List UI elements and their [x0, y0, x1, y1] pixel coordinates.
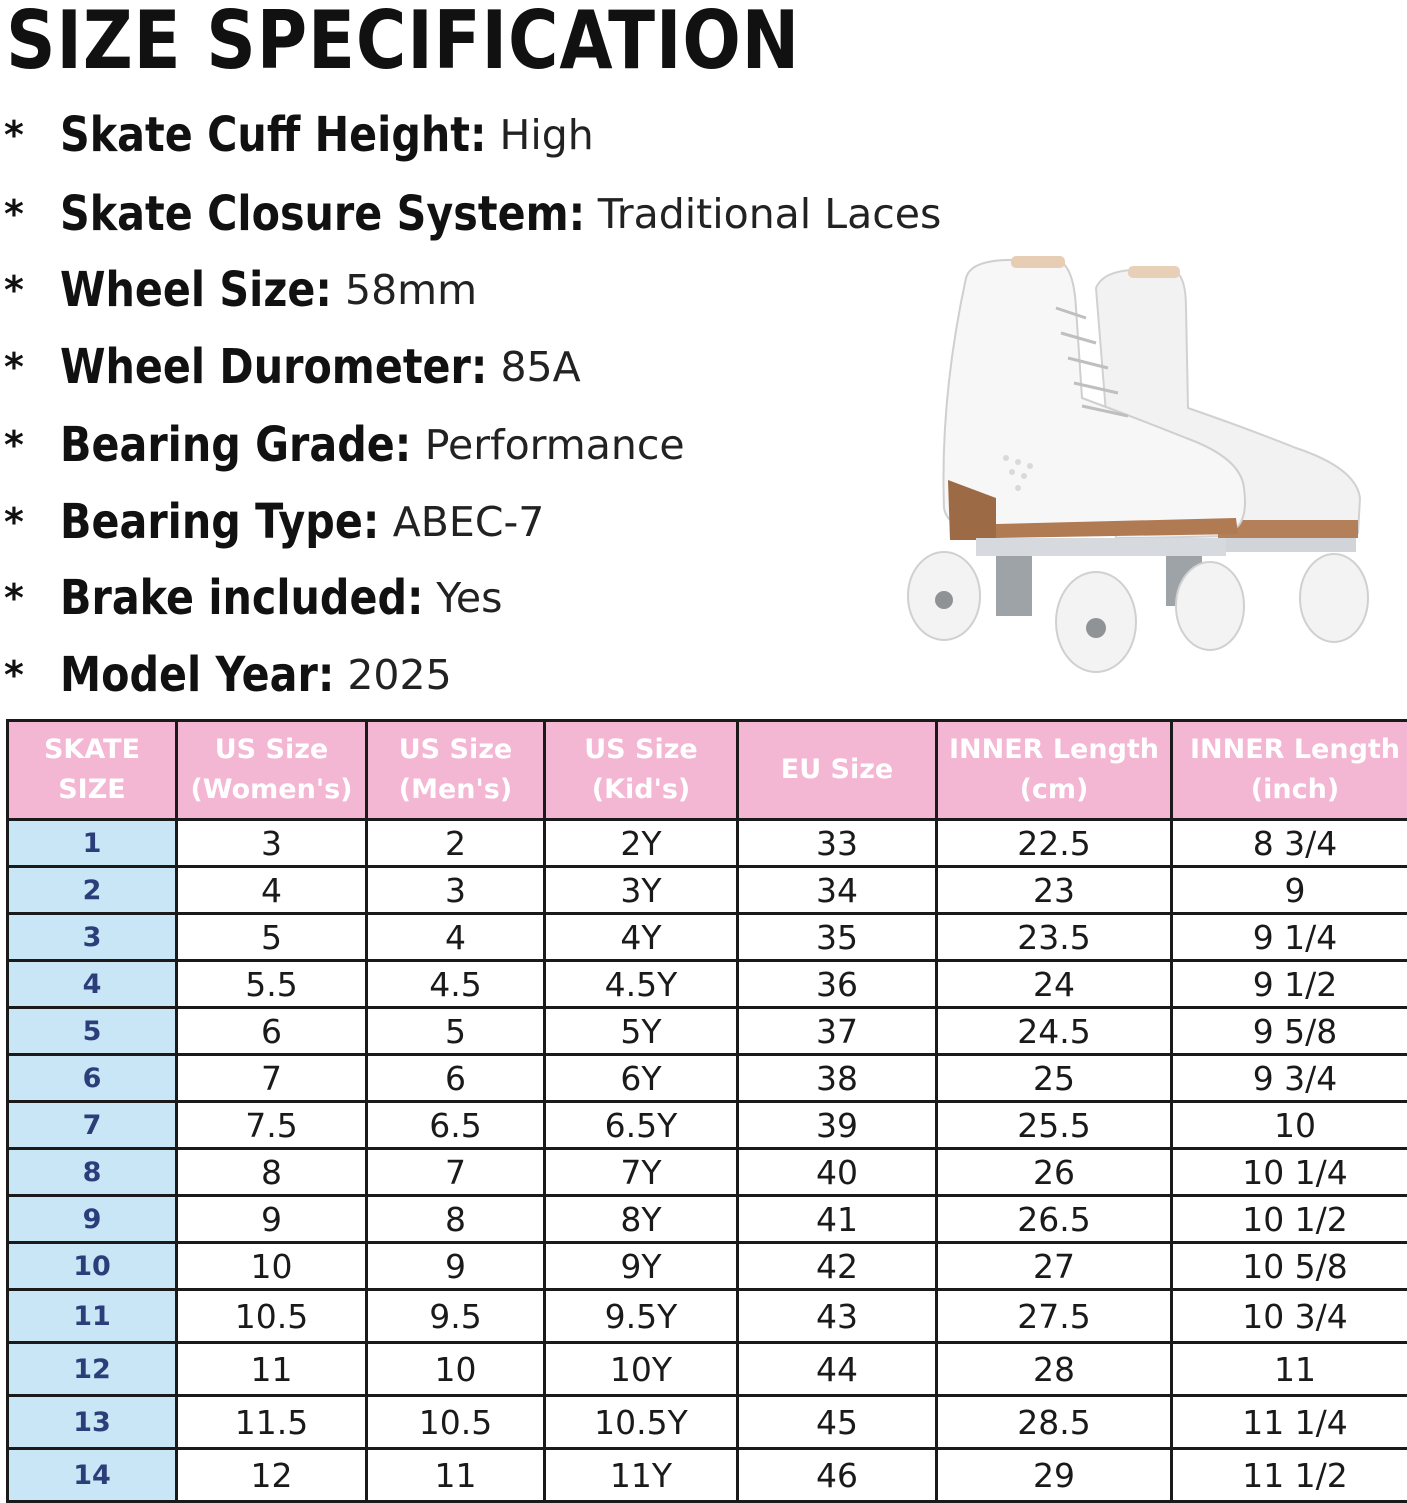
skate-size-cell: 13	[8, 1396, 177, 1449]
spec-key: Brake included:	[60, 570, 424, 626]
spec-item	[0, 332, 581, 402]
table-cell: 38	[738, 1055, 937, 1102]
table-cell: 10.5Y	[545, 1396, 738, 1449]
table-row	[8, 1243, 1407, 1290]
skate-size-cell: 9	[8, 1196, 177, 1243]
spec-item	[0, 179, 941, 249]
table-cell: 24	[937, 961, 1172, 1008]
table-cell: 10.5	[367, 1396, 545, 1449]
table-cell: 11 1/4	[1172, 1396, 1407, 1449]
table-cell: 27.5	[937, 1290, 1172, 1343]
table-cell: 26.5	[937, 1196, 1172, 1243]
table-cell: 7	[367, 1149, 545, 1196]
table-cell: 9	[177, 1196, 367, 1243]
table-cell: 4	[367, 914, 545, 961]
table-cell: 10 1/2	[1172, 1196, 1407, 1243]
table-cell: 11Y	[545, 1449, 738, 1502]
column-header: INNER Length (inch)	[1172, 721, 1407, 820]
table-cell: 9 1/2	[1172, 961, 1407, 1008]
table-cell: 6	[367, 1055, 545, 1102]
table-cell: 34	[738, 867, 937, 914]
spec-key: Skate Cuff Height:	[60, 107, 487, 163]
skate-size-cell: 1	[8, 820, 177, 867]
spec-key: Wheel Durometer:	[60, 339, 487, 395]
table-cell: 39	[738, 1102, 937, 1149]
table-cell: 29	[937, 1449, 1172, 1502]
table-body	[8, 820, 1407, 1502]
spec-item	[0, 640, 452, 710]
table-row	[8, 1196, 1407, 1243]
table-cell: 43	[738, 1290, 937, 1343]
table-header-row	[8, 721, 1407, 820]
skate-size-cell: 5	[8, 1008, 177, 1055]
table-cell: 3	[367, 867, 545, 914]
column-header: US Size (Women's)	[177, 721, 367, 820]
bullet-star-icon: *	[0, 345, 60, 389]
skate-size-cell: 14	[8, 1449, 177, 1502]
spec-key: Wheel Size:	[60, 262, 332, 318]
table-cell: 42	[738, 1243, 937, 1290]
table-cell: 37	[738, 1008, 937, 1055]
table-cell: 23.5	[937, 914, 1172, 961]
spec-value: ABEC-7	[380, 498, 545, 546]
table-cell: 10 5/8	[1172, 1243, 1407, 1290]
spec-value: 58mm	[332, 266, 477, 314]
table-cell: 9.5	[367, 1290, 545, 1343]
table-row	[8, 1008, 1407, 1055]
spec-value: 2025	[334, 651, 451, 699]
skate-size-cell: 6	[8, 1055, 177, 1102]
bullet-star-icon: *	[0, 576, 60, 620]
table-cell: 24.5	[937, 1008, 1172, 1055]
table-cell: 10	[1172, 1102, 1407, 1149]
table-cell: 11 1/2	[1172, 1449, 1407, 1502]
table-cell: 25	[937, 1055, 1172, 1102]
skate-size-cell: 11	[8, 1290, 177, 1343]
table-cell: 4Y	[545, 914, 738, 961]
bullet-star-icon: *	[0, 192, 60, 236]
spec-item	[0, 487, 544, 557]
skate-size-cell: 3	[8, 914, 177, 961]
skate-size-cell: 10	[8, 1243, 177, 1290]
spec-key: Bearing Grade:	[60, 417, 411, 473]
column-header: US Size (Kid's)	[545, 721, 738, 820]
table-cell: 8	[177, 1149, 367, 1196]
table-cell: 5.5	[177, 961, 367, 1008]
table-cell: 25.5	[937, 1102, 1172, 1149]
table-cell: 4	[177, 867, 367, 914]
spec-item	[0, 255, 477, 325]
table-row	[8, 1055, 1407, 1102]
table-cell: 11	[367, 1449, 545, 1502]
table-cell: 5	[367, 1008, 545, 1055]
table-cell: 10Y	[545, 1343, 738, 1396]
page-title: SIZE SPECIFICATION	[6, 0, 800, 87]
table-cell: 9 3/4	[1172, 1055, 1407, 1102]
table-cell: 10 3/4	[1172, 1290, 1407, 1343]
spec-key: Bearing Type:	[60, 494, 379, 550]
wheels	[908, 552, 1368, 672]
table-cell: 45	[738, 1396, 937, 1449]
table-cell: 12	[177, 1449, 367, 1502]
table-row	[8, 1290, 1407, 1343]
bullet-star-icon: *	[0, 500, 60, 544]
table-cell: 40	[738, 1149, 937, 1196]
table-cell: 8Y	[545, 1196, 738, 1243]
table-cell: 8	[367, 1196, 545, 1243]
table-cell: 11	[1172, 1343, 1407, 1396]
table-cell: 9Y	[545, 1243, 738, 1290]
spec-key: Skate Closure System:	[60, 186, 585, 242]
table-cell: 41	[738, 1196, 937, 1243]
spec-item	[0, 410, 685, 480]
spec-key: Model Year:	[60, 647, 334, 703]
table-cell: 2	[367, 820, 545, 867]
table-cell: 3	[177, 820, 367, 867]
table-row	[8, 1343, 1407, 1396]
table-row	[8, 914, 1407, 961]
table-cell: 7.5	[177, 1102, 367, 1149]
size-chart-table	[6, 719, 1407, 1503]
column-header: SKATE SIZE	[8, 721, 177, 820]
spec-value: Yes	[423, 574, 502, 622]
table-cell: 4.5Y	[545, 961, 738, 1008]
table-cell: 9.5Y	[545, 1290, 738, 1343]
table-cell: 10 1/4	[1172, 1149, 1407, 1196]
table-cell: 23	[937, 867, 1172, 914]
table-cell: 9 1/4	[1172, 914, 1407, 961]
table-row	[8, 961, 1407, 1008]
table-cell: 28.5	[937, 1396, 1172, 1449]
spec-value: Traditional Laces	[585, 190, 942, 238]
table-cell: 10	[177, 1243, 367, 1290]
table-cell: 26	[937, 1149, 1172, 1196]
table-cell: 46	[738, 1449, 937, 1502]
table-cell: 9	[1172, 867, 1407, 914]
bullet-star-icon: *	[0, 653, 60, 697]
table-cell: 11.5	[177, 1396, 367, 1449]
table-cell: 2Y	[545, 820, 738, 867]
skate-size-cell: 4	[8, 961, 177, 1008]
table-cell: 11	[177, 1343, 367, 1396]
spec-value: Performance	[412, 421, 685, 469]
skate-size-cell: 7	[8, 1102, 177, 1149]
table-cell: 5Y	[545, 1008, 738, 1055]
table-row	[8, 820, 1407, 867]
column-header: US Size (Men's)	[367, 721, 545, 820]
bullet-star-icon: *	[0, 113, 60, 157]
table-cell: 27	[937, 1243, 1172, 1290]
spec-item	[0, 100, 594, 170]
table-cell: 3Y	[545, 867, 738, 914]
table-cell: 8 3/4	[1172, 820, 1407, 867]
skate-size-cell: 12	[8, 1343, 177, 1396]
table-cell: 36	[738, 961, 937, 1008]
table-cell: 6Y	[545, 1055, 738, 1102]
table-cell: 44	[738, 1343, 937, 1396]
table-row	[8, 1102, 1407, 1149]
table-cell: 33	[738, 820, 937, 867]
table-cell: 4.5	[367, 961, 545, 1008]
column-header: INNER Length (cm)	[937, 721, 1172, 820]
table-cell: 9	[367, 1243, 545, 1290]
table-cell: 10.5	[177, 1290, 367, 1343]
bullet-star-icon: *	[0, 423, 60, 467]
table-cell: 22.5	[937, 820, 1172, 867]
table-cell: 10	[367, 1343, 545, 1396]
table-row	[8, 867, 1407, 914]
skate-size-cell: 8	[8, 1149, 177, 1196]
spec-item	[0, 563, 502, 633]
table-row	[8, 1149, 1407, 1196]
bullet-star-icon: *	[0, 268, 60, 312]
table-cell: 28	[937, 1343, 1172, 1396]
table-cell: 5	[177, 914, 367, 961]
skate-size-cell: 2	[8, 867, 177, 914]
spec-value: High	[486, 111, 593, 159]
table-row	[8, 1396, 1407, 1449]
table-cell: 7	[177, 1055, 367, 1102]
table-cell: 35	[738, 914, 937, 961]
spec-value: 85A	[487, 343, 580, 391]
table-cell: 6.5Y	[545, 1102, 738, 1149]
column-header: EU Size	[738, 721, 937, 820]
table-row	[8, 1449, 1407, 1502]
table-cell: 6	[177, 1008, 367, 1055]
table-cell: 7Y	[545, 1149, 738, 1196]
table-cell: 6.5	[367, 1102, 545, 1149]
roller-skate-image	[846, 248, 1376, 680]
table-cell: 9 5/8	[1172, 1008, 1407, 1055]
